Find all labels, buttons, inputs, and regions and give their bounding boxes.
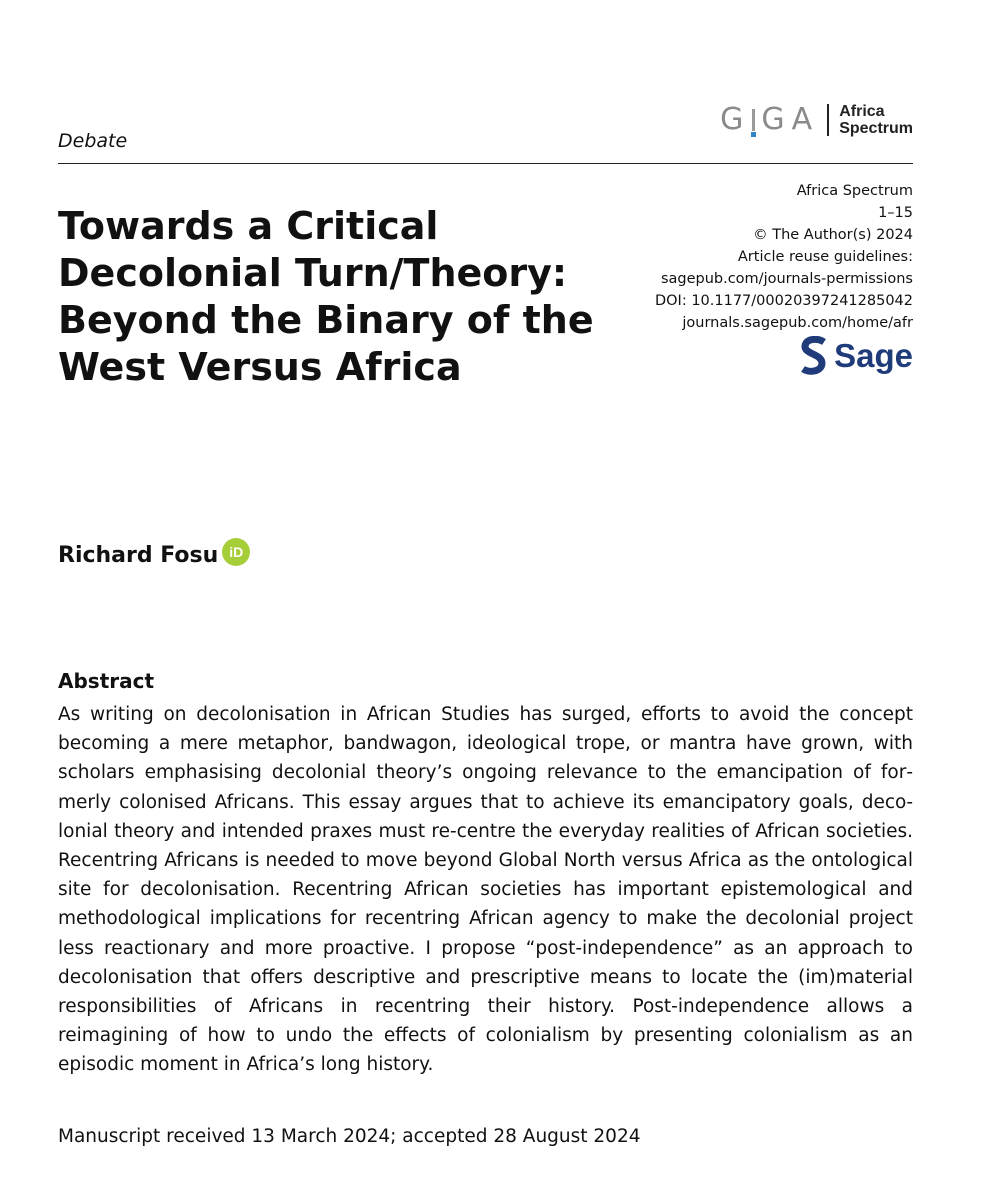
logo-journal-name: Africa Spectrum bbox=[839, 102, 913, 137]
abstract-text: As writing on decolonisation in African Studies has surged, efforts to avoid the concept becoming a mere metaphor, bandwagon, ideological trope, or mantra have grown, with scholars emphasising decolonial theory’s ongoing relevance to the emancipation of formerly colonised Africans. This essay argues that to achieve its emancipatory goals, decolonial theory and intended praxes must re-centre the everyday realities of African societies. Recentring Africans is needed to move beyond Global North versus Africa as the ontological site for decolonisation. Recentring African societies has important epistemological and methodological implications for recentring African agency to make the decolonial project less reactionary and more proactive. I propose “post-independence” as an approach to decolonisation that offers descriptive and prescriptive means to locate the (im)material responsibilities of Africans in recentring their history. Post-independence allows a reimagining of how to undo the effects of colonialism by presenting colonialism as an episodic moment in Africa’s long history. bbox=[58, 704, 913, 1076]
meta-reuse-link[interactable]: sagepub.com/journals-permissions bbox=[660, 271, 913, 287]
giga-africa-spectrum-logo bbox=[720, 102, 913, 137]
meta-homepage-link[interactable]: journals.sagepub.com/home/afr bbox=[682, 315, 913, 331]
section-label: Debate bbox=[58, 130, 128, 152]
author-line bbox=[58, 543, 250, 568]
article-meta bbox=[655, 180, 913, 334]
meta-copyright: © The Author(s) 2024 bbox=[753, 227, 913, 243]
manuscript-dates: Manuscript received 13 March 2024; accepted 28 August 2024 bbox=[58, 1126, 641, 1147]
header-rule bbox=[58, 163, 913, 164]
meta-journal: Africa Spectrum bbox=[796, 183, 913, 199]
meta-reuse-label: Article reuse guidelines: bbox=[737, 249, 913, 265]
orcid-icon[interactable]: iD bbox=[222, 538, 250, 566]
meta-doi[interactable]: DOI: 10.1177/00020397241285042 bbox=[654, 293, 913, 309]
article-title: Towards a Critical Decolonial Turn/Theory: Beyond the Binary of the West Versus Africa bbox=[58, 204, 594, 389]
sage-s-icon bbox=[800, 336, 828, 376]
meta-pages: 1–15 bbox=[878, 205, 913, 221]
sage-logo bbox=[800, 336, 913, 376]
sage-wordmark: Sage bbox=[834, 337, 913, 374]
logo-divider bbox=[827, 104, 829, 136]
giga-logo-text: G G A bbox=[720, 102, 816, 137]
author-name[interactable]: Richard Fosu bbox=[58, 543, 219, 568]
abstract-heading: Abstract bbox=[58, 669, 155, 693]
